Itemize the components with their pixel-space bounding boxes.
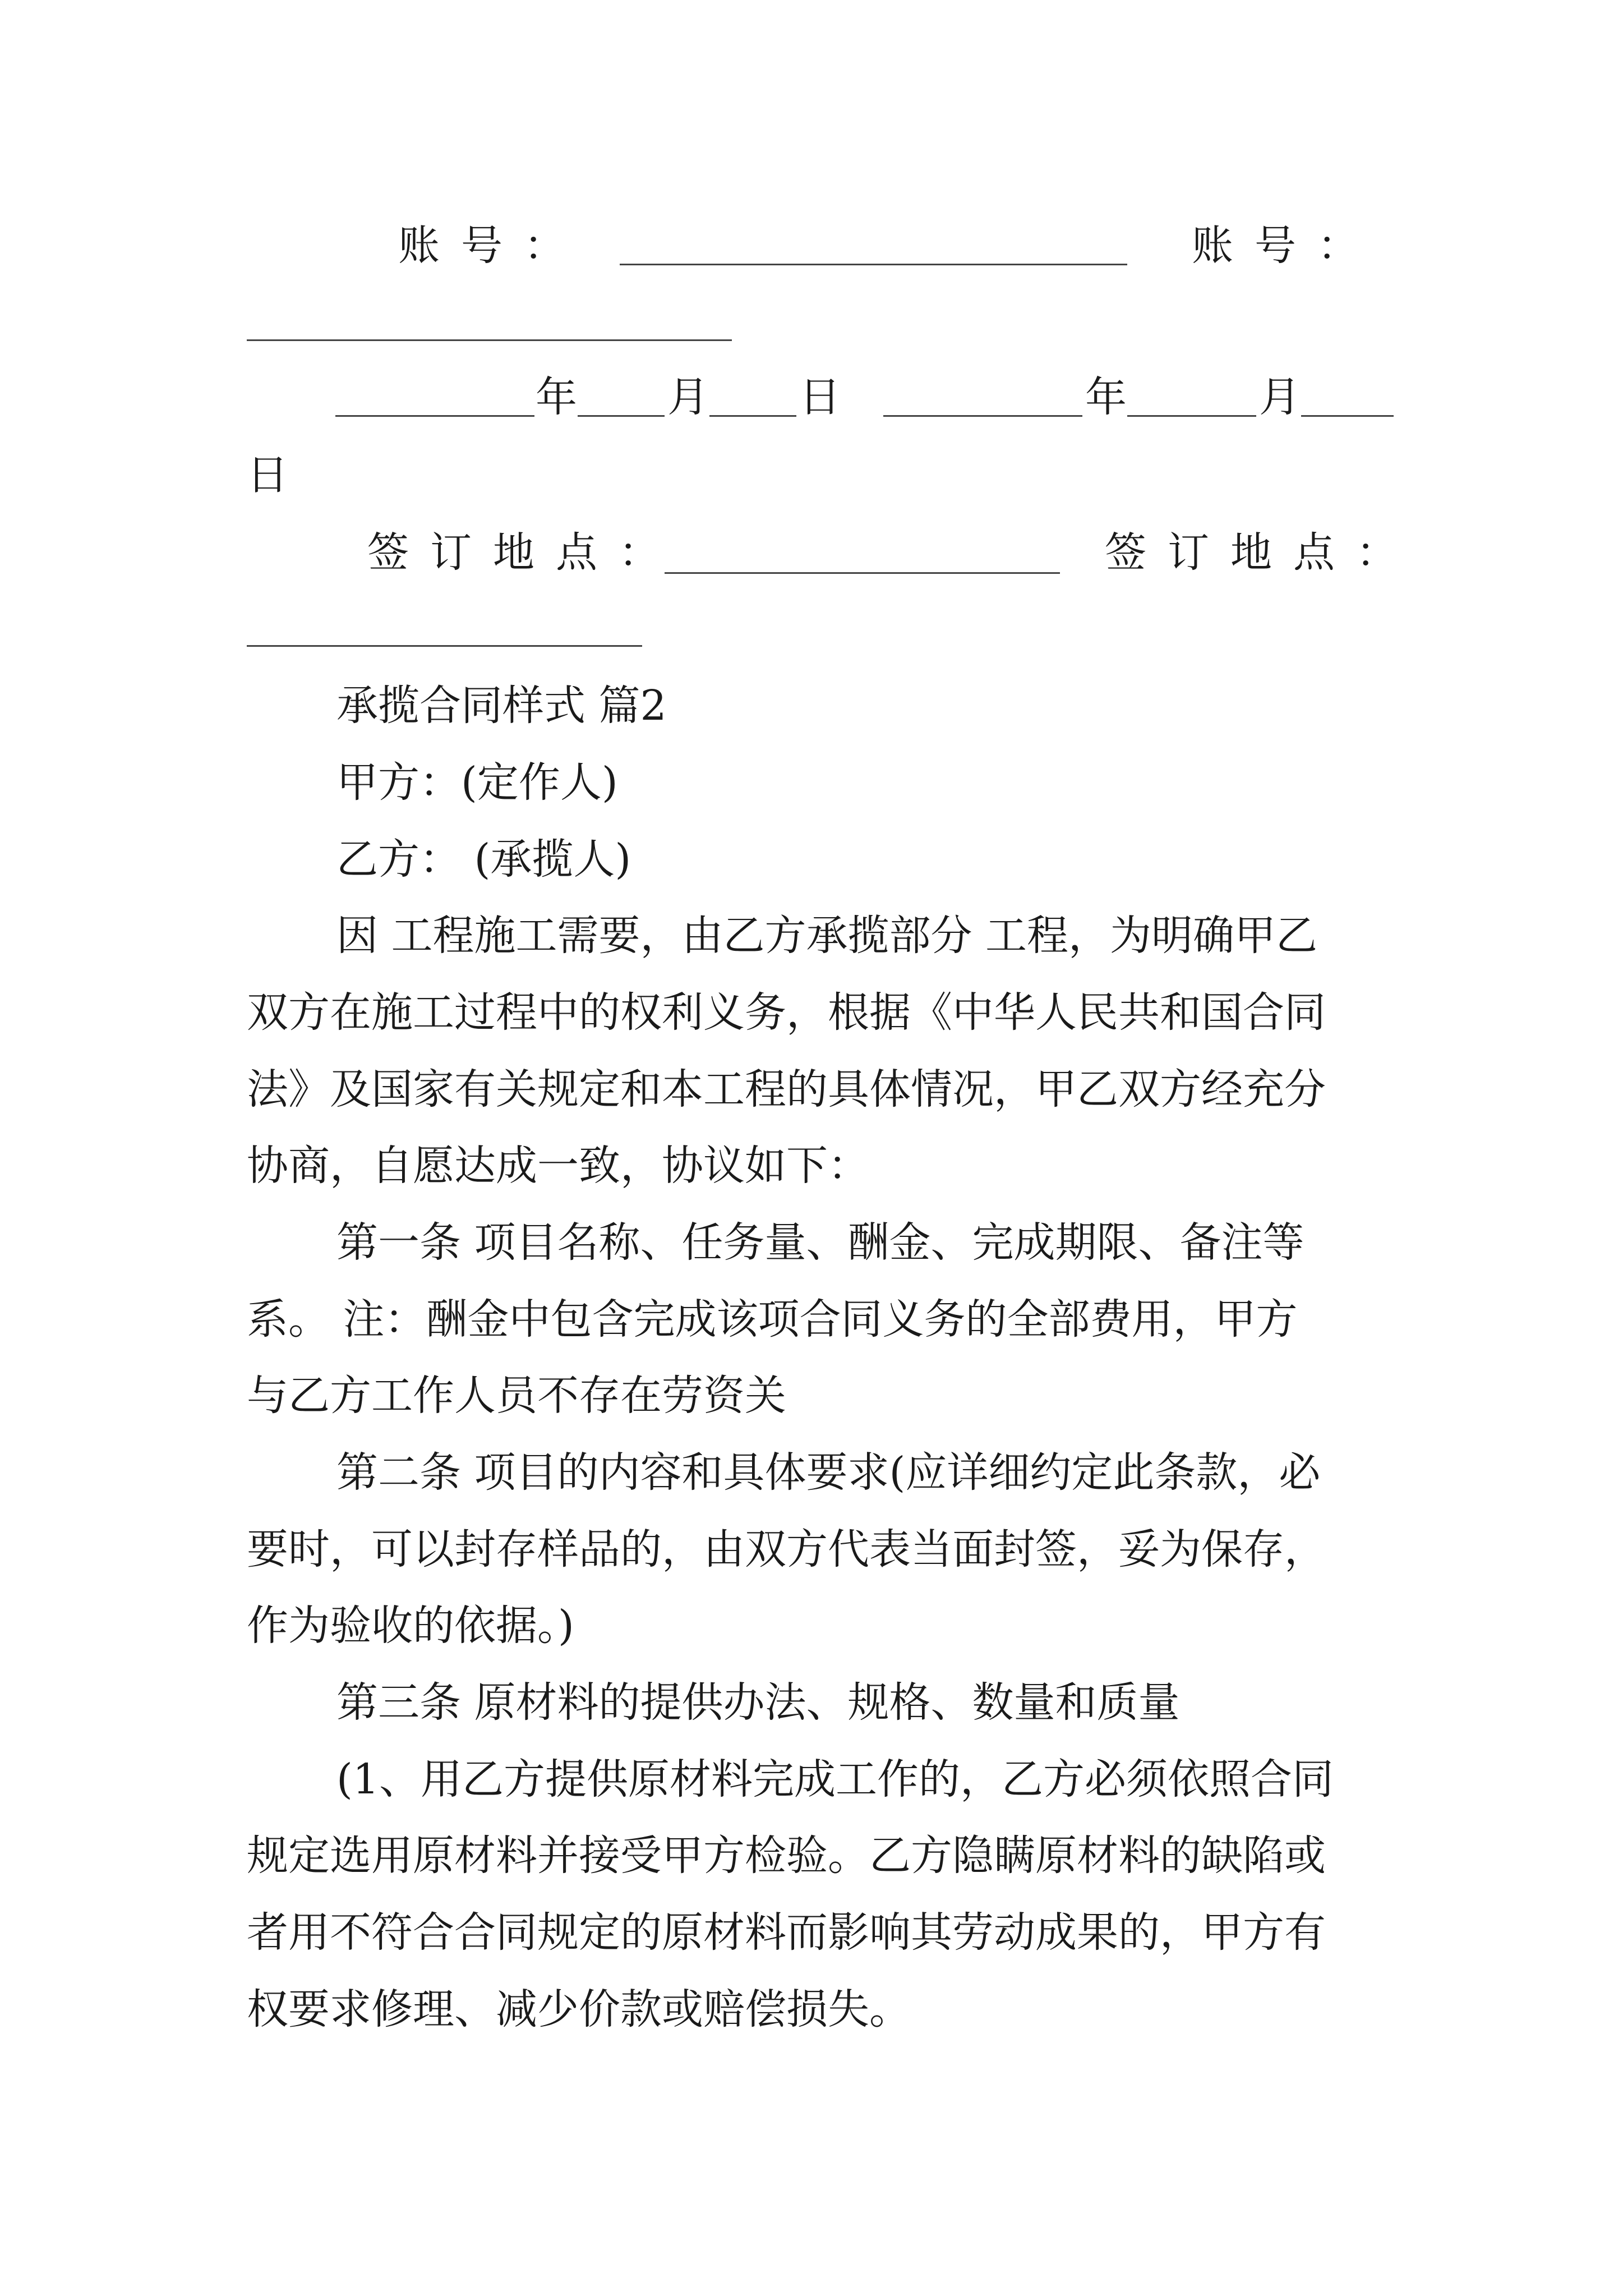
place-label-right: 签订地点： [1105,528,1419,577]
account-label-left: 账号： [398,222,587,270]
date-month-right: 月 [1259,373,1301,421]
date-month-blank-right [1127,415,1256,417]
article2-line: 要时，可以封存样品的，由双方代表当面封签，妥为保存， [247,1525,1326,1573]
date-year-left: 年 [536,373,577,421]
preamble-line: 因 工程施工需要，由乙方承揽部分 工程，为明确甲乙 [336,912,1318,960]
article3-item1-line: (1、用乙方提供原材料完成工作的，乙方必须依照合同 [336,1755,1334,1803]
article3-item1-line: 规定选用原材料并接受甲方检验。乙方隐瞒原材料的缺陷或 [247,1832,1326,1880]
preamble-line: 双方在施工过程中的权利义务，根据《中华人民共和国合同 [247,988,1326,1037]
date-day-right: 日 [247,451,288,499]
party-b: 乙方： (承揽人) [336,835,631,884]
article1-line: 系。 注：酬金中包含完成该项合同义务的全部费用，甲方 [247,1295,1298,1343]
account-blank-right [247,339,732,341]
article3-item1-line: 权要求修理、减少价款或赔偿损失。 [247,1985,911,2033]
place-blank-right [247,645,642,647]
date-day-left: 日 [799,373,841,421]
account-label-right: 账号： [1192,222,1380,270]
date-year-right: 年 [1085,373,1127,421]
article2-line: 作为验收的依据。) [247,1602,574,1650]
party-a: 甲方：(定作人) [336,758,618,807]
date-day-blank-right [1301,415,1394,417]
article1-line: 第一条 项目名称、任务量、酬金、完成期限、备注等 [336,1218,1304,1267]
date-year-blank-left [335,415,534,417]
place-label-left: 签订地点： [367,528,681,577]
article1-line: 与乙方工作人员不存在劳资关 [247,1372,786,1420]
article2-line: 第二条 项目的内容和具体要求(应详细约定此条款，必 [336,1448,1321,1497]
date-year-blank-right [883,415,1082,417]
place-blank-left [665,572,1060,574]
article3-title: 第三条 原材料的提供办法、规格、数量和质量 [336,1678,1180,1727]
contract-title: 承揽合同样式 篇2 [336,682,667,730]
preamble-line: 协商，自愿达成一致，协议如下： [247,1142,869,1190]
date-month-left: 月 [667,373,709,421]
preamble-line: 法》及国家有关规定和本工程的具体情况，甲乙双方经充分 [247,1065,1326,1114]
account-blank-left [620,264,1127,265]
date-day-blank-left [709,415,796,417]
date-month-blank-left [578,415,665,417]
article3-item1-line: 者用不符合合同规定的原材料而影响其劳动成果的，甲方有 [247,1908,1326,1957]
